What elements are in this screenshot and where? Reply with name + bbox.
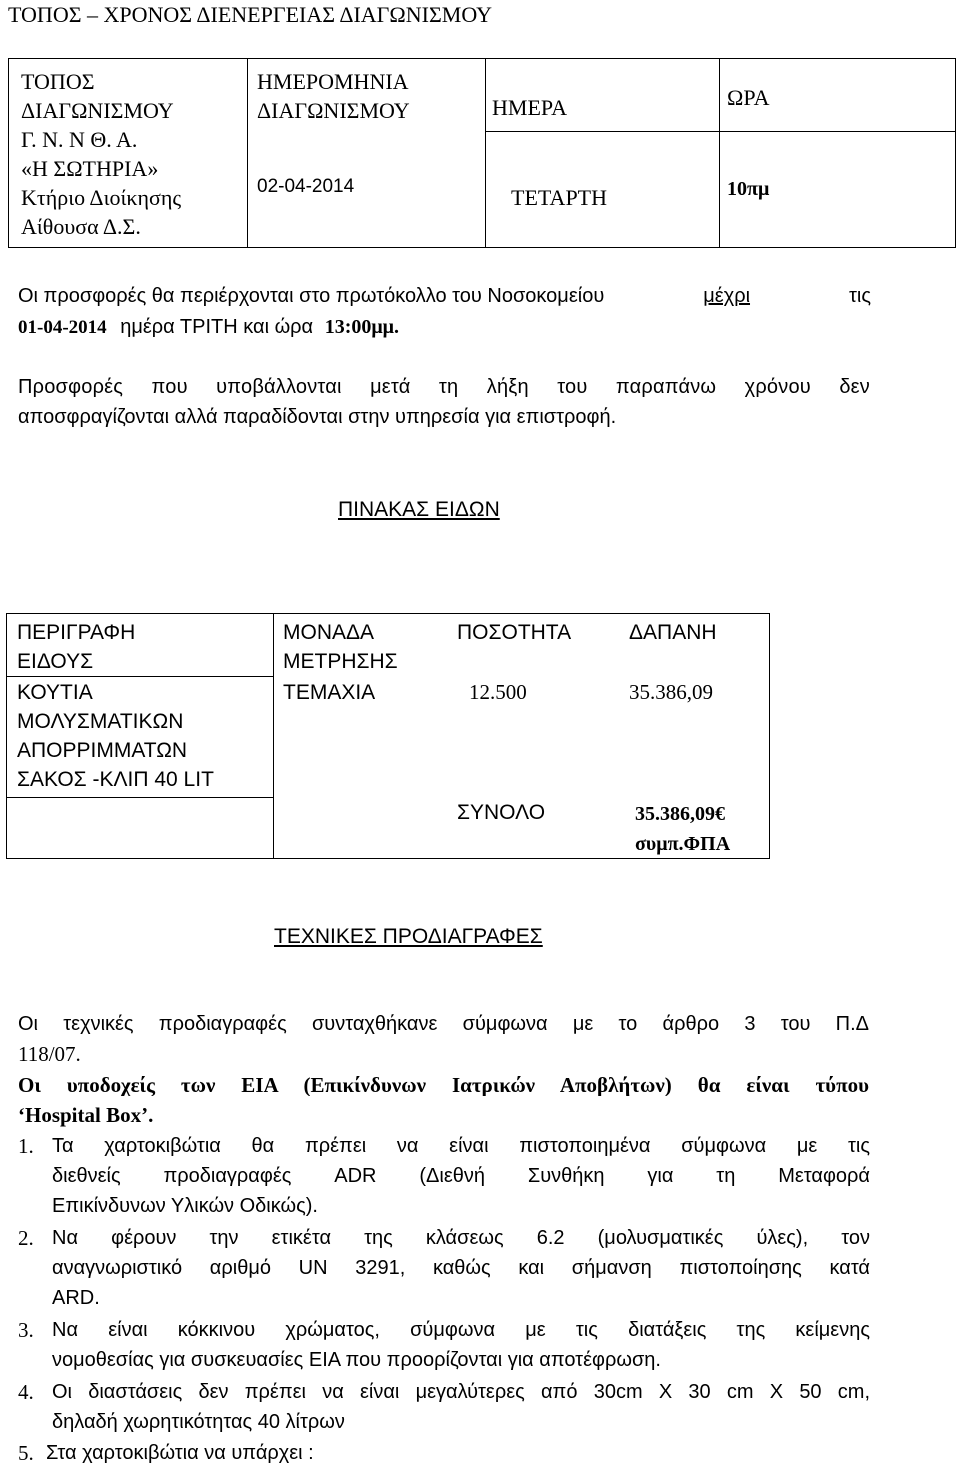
submission-line-1 bbox=[18, 286, 871, 306]
submission-deadline-word: μέχρι bbox=[703, 285, 751, 307]
specs-intro-line-2: 118/07. bbox=[18, 1042, 81, 1066]
place-line: ΤΟΠΟΣ bbox=[21, 69, 95, 94]
submission-text-end: τις bbox=[849, 285, 871, 307]
spec-item-line: νομοθεσίας για συσκευασίες ΕΙΑ που προορίζονται για αποτέφρωση. bbox=[52, 1349, 661, 1371]
header-cost: ΔΑΠΑΝΗ bbox=[629, 621, 717, 644]
spec-item-line: Επικίνδυνων Υλικών Οδικώς). bbox=[52, 1195, 318, 1217]
table-divider bbox=[485, 131, 955, 132]
schedule-table bbox=[8, 58, 956, 248]
row-unit: ΤΕΜΑΧΙΑ bbox=[283, 681, 376, 704]
header-description: ΠΕΡΙΓΡΑΦΗ bbox=[17, 621, 136, 644]
header-unit: ΜΟΝΑΔΑ bbox=[283, 621, 375, 644]
submission-day: ημέρα ΤΡΙΤΗ και ώρα bbox=[120, 316, 314, 338]
place-line: ΔΙΑΓΩΝΙΣΜΟΥ bbox=[21, 98, 174, 123]
spec-item-line: δηλαδή χωρητικότητας 40 λίτρων bbox=[52, 1411, 345, 1433]
row-cost: 35.386,09 bbox=[629, 680, 713, 704]
spec-item-line: Να είναι κόκκινου χρώματος, σύμφωνα με τις διατάξεις της κείμενης bbox=[52, 1320, 870, 1340]
spec-item-number: 4. bbox=[18, 1380, 34, 1404]
header-description: ΕΙΔΟΥΣ bbox=[17, 650, 94, 673]
specs-bold-line-1: Οι υποδοχείς των ΕΙΑ (Επικίνδυνων Ιατρικών Αποβλήτων) θα είναι τύπου bbox=[18, 1075, 869, 1096]
spec-item-number: 1. bbox=[18, 1134, 34, 1158]
table-divider bbox=[247, 59, 248, 247]
date-value: 02-04-2014 bbox=[257, 176, 355, 197]
date-header: ΔΙΑΓΩΝΙΣΜΟΥ bbox=[257, 98, 410, 123]
place-line: «Η ΣΩΤΗΡΙΑ» bbox=[21, 156, 159, 181]
row-quantity: 12.500 bbox=[469, 680, 527, 704]
place-line: Αίθουσα Δ.Σ. bbox=[21, 214, 141, 239]
date-header: ΗΜΕΡΟΜΗΝΙΑ bbox=[257, 69, 409, 94]
header-unit: ΜΕΤΡΗΣΗΣ bbox=[283, 650, 398, 673]
items-table bbox=[6, 613, 770, 859]
table-divider bbox=[273, 614, 274, 858]
row-description: ΜΟΛΥΣΜΑΤΙΚΩΝ bbox=[17, 710, 184, 733]
spec-item-line: Να φέρουν την ετικέτα της κλάσεως 6.2 (μολυσματικές ύλες), τον bbox=[52, 1228, 870, 1248]
specs-title: ΤΕΧΝΙΚΕΣ ΠΡΟΔΙΑΓΡΑΦΕΣ bbox=[274, 925, 543, 948]
total-note: συμπ.ΦΠΑ bbox=[635, 833, 731, 855]
time-header: ΩΡΑ bbox=[727, 85, 770, 110]
late-offers-line-2: αποσφραγίζονται αλλά παραδίδονται στην υπηρεσία για επιστροφή. bbox=[18, 406, 617, 428]
row-description: ΣΑΚΟΣ -ΚΛΙΠ 40 LIT bbox=[17, 768, 214, 791]
table-divider bbox=[485, 59, 486, 247]
day-header: ΗΜΕΡΑ bbox=[492, 95, 568, 120]
row-description: ΚΟΥΤΙΑ bbox=[17, 681, 93, 704]
spec-item-line: Οι διαστάσεις δεν πρέπει να είναι μεγαλύτερες από 30cm X 30 cm X 50 cm, bbox=[52, 1382, 870, 1402]
submission-line-2 bbox=[18, 317, 399, 337]
spec-item-line: Στα χαρτοκιβώτια να υπάρχει : bbox=[46, 1442, 314, 1464]
specs-intro-line-1: Οι τεχνικές προδιαγραφές συνταχθήκανε σύμφωνα με το άρθρο 3 του Π.Δ bbox=[18, 1014, 869, 1034]
time-value: 10πμ bbox=[727, 178, 770, 200]
table-divider bbox=[719, 59, 720, 247]
total-label: ΣΥΝΟΛΟ bbox=[457, 801, 546, 824]
day-value: ΤΕΤΑΡΤΗ bbox=[511, 185, 608, 210]
late-offers-line-1: Προσφορές που υποβάλλονται μετά τη λήξη του παραπάνω χρόνου δεν bbox=[18, 377, 870, 397]
spec-item-line: αναγνωριστικό αριθμό UN 3291, καθώς και σήμανση πιστοποίησης κατά bbox=[52, 1258, 870, 1278]
table-divider bbox=[7, 676, 273, 677]
row-description: ΑΠΟΡΡΙΜΜΑΤΩΝ bbox=[17, 739, 188, 762]
spec-item-line: Τα χαρτοκιβώτια θα πρέπει να είναι πιστοποιημένα σύμφωνα με τις bbox=[52, 1136, 870, 1156]
spec-item-line: ARD. bbox=[52, 1287, 100, 1309]
submission-text: Οι προσφορές θα περιέρχονται στο πρωτόκολλο του Νοσοκομείου bbox=[18, 285, 605, 307]
place-line: Κτήριο Διοίκησης bbox=[21, 185, 182, 210]
spec-item-number: 3. bbox=[18, 1318, 34, 1342]
total-value: 35.386,09€ bbox=[635, 803, 725, 825]
submission-date: 01-04-2014 bbox=[18, 317, 107, 338]
table-divider bbox=[7, 797, 273, 798]
header-quantity: ΠΟΣΟΤΗΤΑ bbox=[457, 621, 572, 644]
items-title: ΠΙΝΑΚΑΣ ΕΙΔΩΝ bbox=[338, 498, 500, 521]
specs-bold-line-2: ‘Hospital Box’. bbox=[18, 1103, 154, 1127]
submission-time: 13:00μμ. bbox=[324, 316, 400, 338]
spec-item-line: διεθνείς προδιαγραφές ADR (Διεθνή Συνθήκη για τη Μεταφορά bbox=[52, 1166, 870, 1186]
place-line: Γ. Ν. Ν Θ. Α. bbox=[21, 127, 138, 152]
document-heading: ΤΟΠΟΣ – ΧΡΟΝΟΣ ΔΙΕΝΕΡΓΕΙΑΣ ΔΙΑΓΩΝΙΣΜΟΥ bbox=[8, 2, 493, 27]
spec-item-number: 5. bbox=[18, 1441, 34, 1465]
spec-item-number: 2. bbox=[18, 1226, 34, 1250]
